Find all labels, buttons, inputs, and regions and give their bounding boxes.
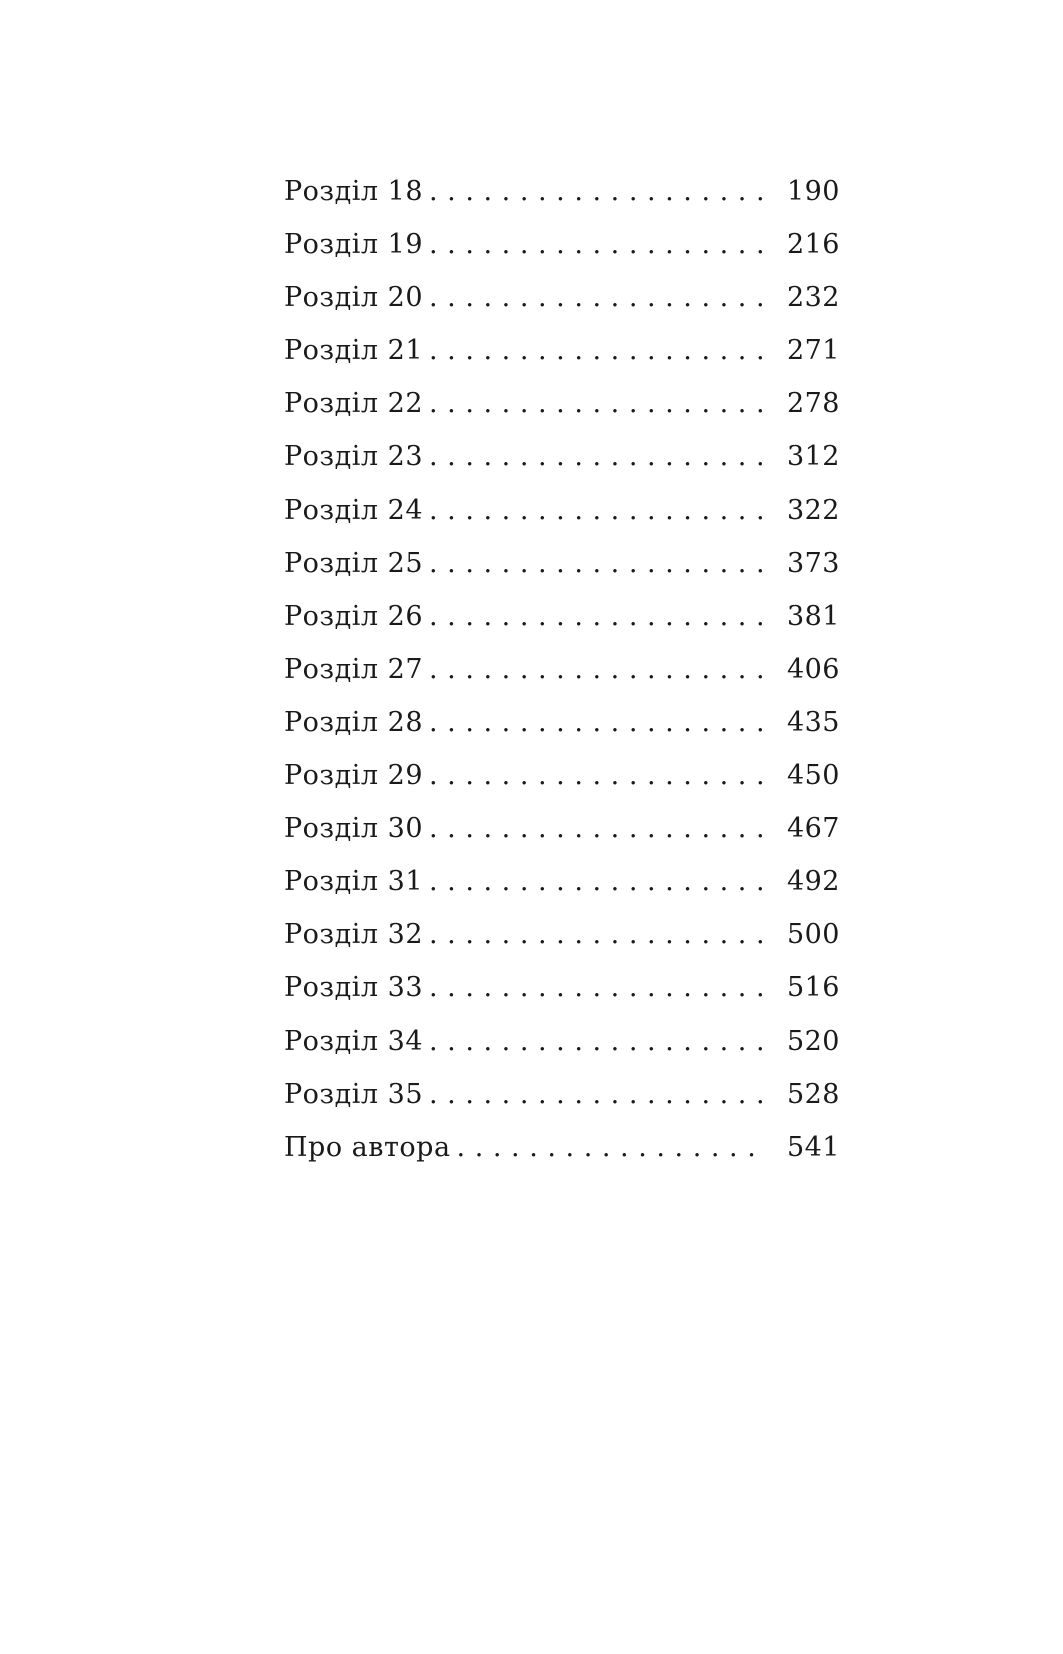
toc-entry-title: Розділ 30 [284, 813, 423, 845]
toc-entry-page: 528 [786, 1078, 840, 1110]
toc-entry-title: Розділ 28 [284, 706, 423, 738]
dot-leader [423, 335, 762, 366]
dot-leader [423, 972, 762, 1003]
toc-entry-title: Розділ 25 [284, 547, 423, 579]
dot-leader [451, 1132, 762, 1163]
toc-entry-title: Розділ 26 [284, 600, 423, 632]
dot-leader [423, 707, 762, 738]
dot-leader [423, 919, 762, 950]
toc-entry-page: 467 [786, 813, 840, 845]
toc-entry-page: 520 [786, 1025, 840, 1057]
table-of-contents [284, 176, 840, 1185]
toc-entry-title: Розділ 33 [284, 972, 423, 1004]
dot-leader [423, 229, 762, 260]
toc-entry-title: Розділ 20 [284, 282, 423, 314]
toc-entry [284, 229, 840, 282]
dot-leader [423, 441, 762, 472]
dot-leader [423, 1026, 762, 1057]
toc-entry-page: 541 [786, 1131, 840, 1163]
toc-entry-title: Розділ 31 [284, 866, 423, 898]
toc-entry [284, 866, 840, 919]
toc-entry [284, 1132, 840, 1185]
toc-entry-page: 232 [786, 282, 840, 314]
toc-entry [284, 601, 840, 654]
toc-entry-page: 516 [786, 972, 840, 1004]
toc-entry [284, 1079, 840, 1132]
toc-entry-page: 271 [786, 335, 840, 367]
toc-entry-title: Розділ 32 [284, 919, 423, 951]
toc-entry [284, 441, 840, 494]
dot-leader [423, 1079, 762, 1110]
toc-entry-page: 322 [786, 494, 840, 526]
toc-entry-page: 435 [786, 706, 840, 738]
toc-entry-page: 381 [786, 600, 840, 632]
toc-entry-title: Розділ 21 [284, 335, 423, 367]
toc-entry [284, 282, 840, 335]
toc-entry-title: Розділ 27 [284, 653, 423, 685]
dot-leader [423, 495, 762, 526]
toc-entry-page: 500 [786, 919, 840, 951]
toc-entry-page: 216 [786, 229, 840, 261]
toc-entry-title: Розділ 34 [284, 1025, 423, 1057]
dot-leader [423, 866, 762, 897]
toc-entry-title: Розділ 35 [284, 1078, 423, 1110]
dot-leader [423, 813, 762, 844]
toc-entry [284, 760, 840, 813]
toc-entry [284, 654, 840, 707]
toc-entry [284, 707, 840, 760]
dot-leader [423, 176, 762, 207]
dot-leader [423, 654, 762, 685]
toc-entry-title: Розділ 19 [284, 229, 423, 261]
toc-entry [284, 1026, 840, 1079]
toc-entry [284, 972, 840, 1025]
toc-entry-page: 278 [786, 388, 840, 420]
toc-entry-page: 190 [786, 176, 840, 207]
toc-entry-title: Розділ 24 [284, 494, 423, 526]
toc-entry [284, 813, 840, 866]
toc-entry [284, 495, 840, 548]
dot-leader [423, 388, 762, 419]
toc-entry [284, 335, 840, 388]
dot-leader [423, 282, 762, 313]
toc-entry [284, 548, 840, 601]
toc-entry-page: 373 [786, 547, 840, 579]
dot-leader [423, 601, 762, 632]
toc-entry-page: 406 [786, 653, 840, 685]
toc-entry-page: 450 [786, 760, 840, 792]
toc-entry-title: Розділ 29 [284, 760, 423, 792]
toc-entry [284, 919, 840, 972]
toc-entry-title: Розділ 22 [284, 388, 423, 420]
dot-leader [423, 760, 762, 791]
dot-leader [423, 548, 762, 579]
toc-entry-page: 492 [786, 866, 840, 898]
toc-entry-page: 312 [786, 441, 840, 473]
toc-entry-title: Про автора [284, 1131, 451, 1163]
toc-entry [284, 388, 840, 441]
toc-entry-title: Розділ 18 [284, 176, 423, 207]
toc-entry [284, 176, 840, 229]
toc-entry-title: Розділ 23 [284, 441, 423, 473]
